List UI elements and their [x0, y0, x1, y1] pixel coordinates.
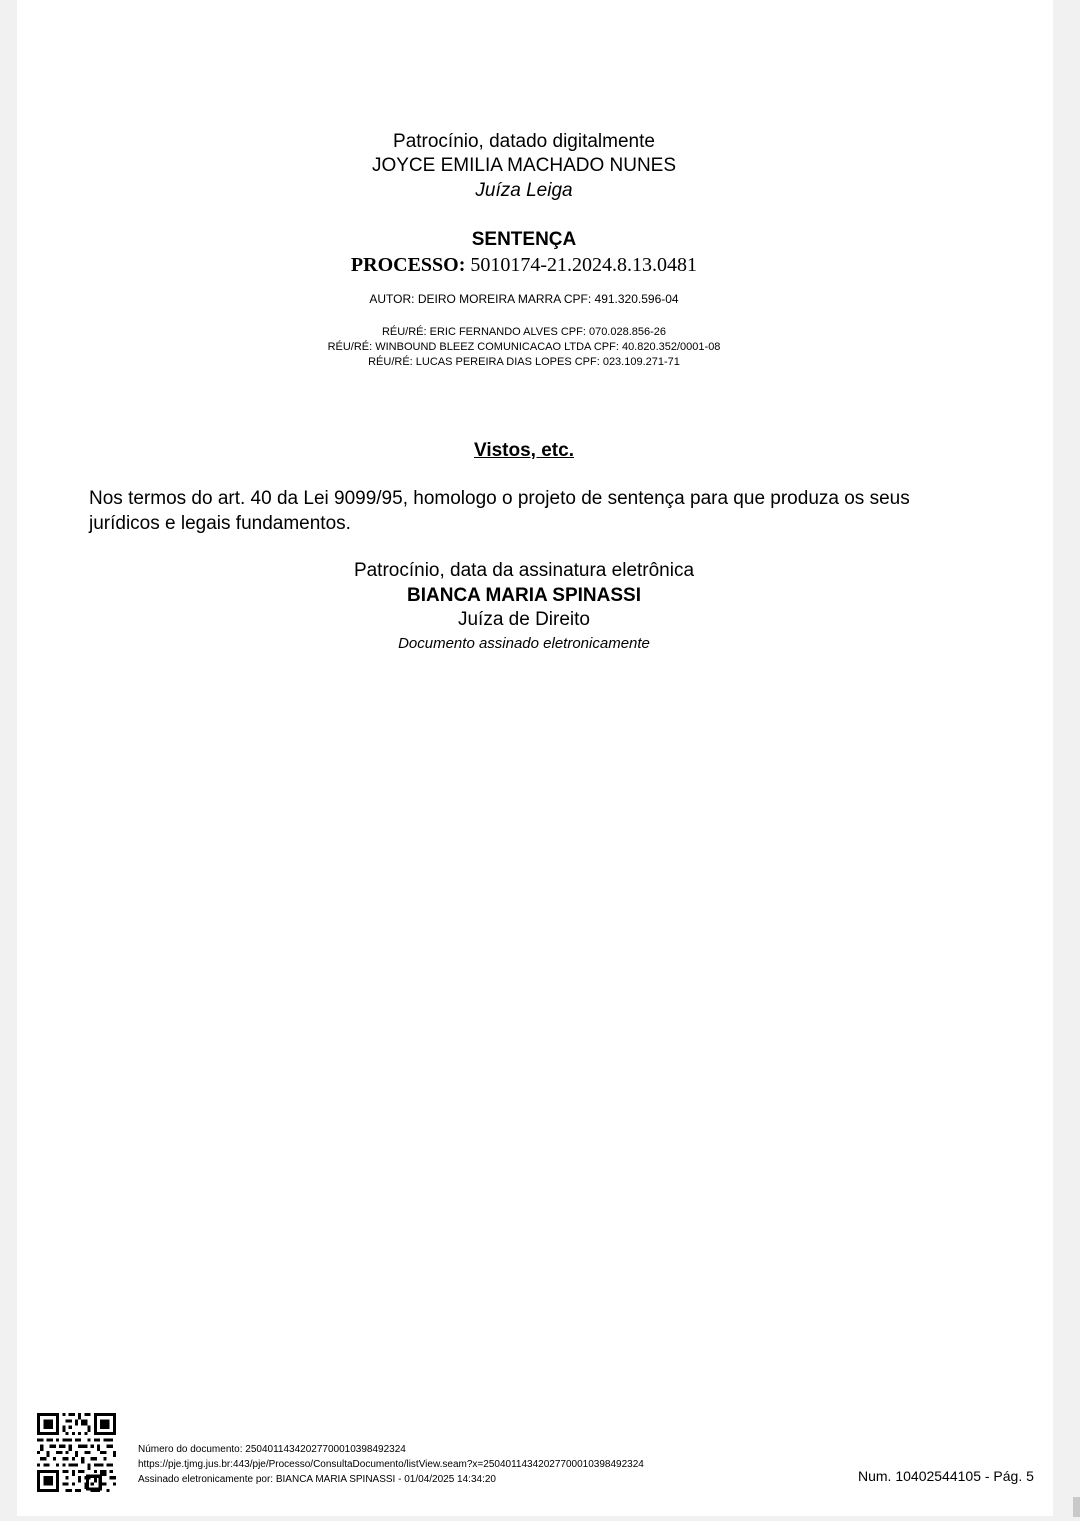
signature-note: Documento assinado eletronicamente [398, 635, 650, 652]
leiga-judge-role: Juíza Leiga [475, 180, 573, 201]
author-line: AUTOR: DEIRO MOREIRA MARRA CPF: 491.320.596-04 [369, 292, 679, 306]
judge-name: BIANCA MARIA SPINASSI [407, 585, 641, 606]
judge-location-line: Patrocínio, data da assinatura eletrônica [353, 560, 695, 581]
defendant-line-2: RÉU/RÉ: WINBOUND BLEEZ COMUNICACAO LTDA CPF: 40.820.352/0001-08 [327, 341, 721, 353]
defendant-line-3: RÉU/RÉ: LUCAS PEREIRA DIAS LOPES CPF: 023.109.271-71 [368, 356, 680, 368]
vistos-heading: Vistos, etc. [474, 440, 574, 461]
leiga-location-line: Patrocínio, datado digitalmente [393, 131, 655, 152]
process-label: PROCESSO: [350, 254, 466, 276]
process-number: 5010174-21.2024.8.13.0481 [470, 254, 698, 276]
document-number: Número do documento: 25040114342027700010398492324 [138, 1444, 406, 1455]
page-number: Num. 10402544105 - Pág. 5 [858, 1468, 1034, 1484]
signed-by: Assinado eletronicamente por: BIANCA MARIA SPINASSI - 01/04/2025 14:34:20 [138, 1474, 496, 1485]
body-paragraph: Nos termos do art. 40 da Lei 9099/95, homologo o projeto de sentença para que produza os seus jurídicos e legais fundamentos. [89, 488, 910, 534]
judge-role: Juíza de Direito [457, 609, 590, 630]
leiga-judge-name: JOYCE EMILIA MACHADO NUNES [371, 155, 677, 176]
qr-code-icon [37, 1413, 116, 1492]
process-line [17, 253, 1031, 277]
sentence-title: SENTENÇA [471, 229, 577, 250]
defendant-line-1: RÉU/RÉ: ERIC FERNANDO ALVES CPF: 070.028.856-26 [381, 326, 667, 338]
document-metadata [138, 1442, 644, 1487]
document-url[interactable]: https://pje.tjmg.jus.br:443/pje/Processo/ConsultaDocumento/listView.seam?x=25040114342027700010398492324 [138, 1459, 644, 1470]
scrollbar-thumb[interactable] [1073, 1497, 1080, 1517]
document-page [17, 0, 1053, 1516]
